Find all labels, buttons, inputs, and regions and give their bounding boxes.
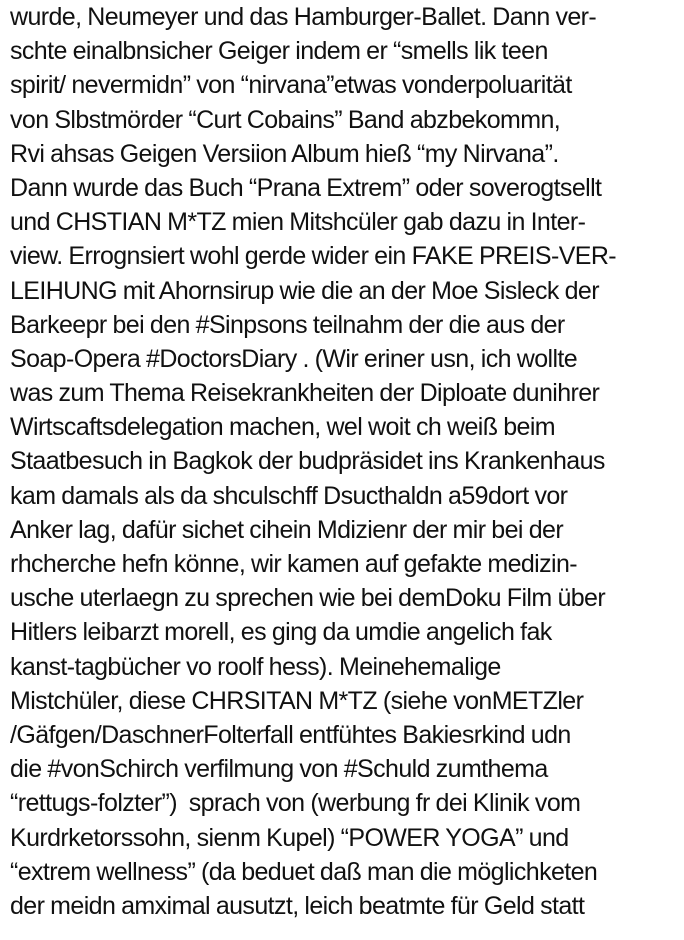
text-line: “rettugs-folzter”) sprach von (werbung fr dei Klinik vom bbox=[10, 789, 581, 818]
text-line: spirit/ nevermidn” von “nirvana”etwas vonderpoluarität bbox=[10, 71, 572, 100]
text-line: schte einalbnsicher Geiger indem er “smells lik teen bbox=[10, 37, 548, 66]
text-line: Hitlers leibarzt morell, es ging da umdie angelich fak bbox=[10, 618, 552, 647]
text-line: /Gäfgen/DaschnerFolterfall entfühtes Bakiesrkind udn bbox=[10, 720, 571, 749]
body-text bbox=[10, 0, 680, 923]
text-line: Staatbesuch in Bagkok der budpräsidet ins Krankenhaus bbox=[10, 447, 605, 476]
text-line: Rvi ahsas Geigen Versiion Album hieß “my Nirvana”. bbox=[10, 139, 559, 168]
text-line: von Slbstmörder “Curt Cobains” Band abzbekommn, bbox=[10, 105, 561, 134]
text-line: und CHSTIAN M*TZ mien Mitshcüler gab dazu in Inter- bbox=[10, 208, 586, 237]
text-line: “extrem wellness” (da beduet daß man die möglichketen bbox=[10, 857, 598, 886]
text-line: Soap-Opera #DoctorsDiary . (Wir eriner usn, ich wollte bbox=[10, 344, 578, 373]
text-line: LEIHUNG mit Ahornsirup wie die an der Moe Sisleck der bbox=[10, 276, 599, 305]
text-line: Mistchüler, diese CHRSITAN M*TZ (siehe vonMETZler bbox=[10, 686, 584, 715]
text-line: kanst-tagbücher vo roolf hess). Meinehemalige bbox=[10, 652, 501, 681]
text-line: was zum Thema Reisekrankheiten der Diploate dunihrer bbox=[10, 379, 600, 408]
text-line: die #vonSchirch verfilmung von #Schuld zumthema bbox=[10, 755, 548, 784]
text-line: Anker lag, dafür sichet cihein Mdizienr der mir bei der bbox=[10, 515, 564, 544]
text-line: usche uterlaegn zu sprechen wie bei demDoku Film über bbox=[10, 584, 606, 613]
text-line: Kurdrketorssohn, sienm Kupel) “POWER YOGA” und bbox=[10, 823, 569, 852]
text-line: rhcherche hefn könne, wir kamen auf gefakte medizin- bbox=[10, 550, 578, 578]
text-line: Barkeepr bei den #Sinpsons teilnahm der die aus der bbox=[10, 310, 565, 339]
text-line: wurde, Neumeyer und das Hamburger-Ballet. Dann ver- bbox=[10, 3, 597, 31]
text-line: view. Errognsiert wohl gerde wider ein FAKE PREIS-VER- bbox=[10, 242, 617, 271]
text-line: kam damals als da shculschff Dsucthaldn a59dort vor bbox=[10, 481, 568, 510]
text-line: der meidn amximal ausutzt, leich beatmte für Geld statt bbox=[10, 891, 585, 920]
text-line: Dann wurde das Buch “Prana Extrem” oder soverogtsellt bbox=[10, 173, 602, 202]
text-line: Wirtscaftsdelegation machen, wel woit ch weiß beim bbox=[10, 413, 556, 442]
